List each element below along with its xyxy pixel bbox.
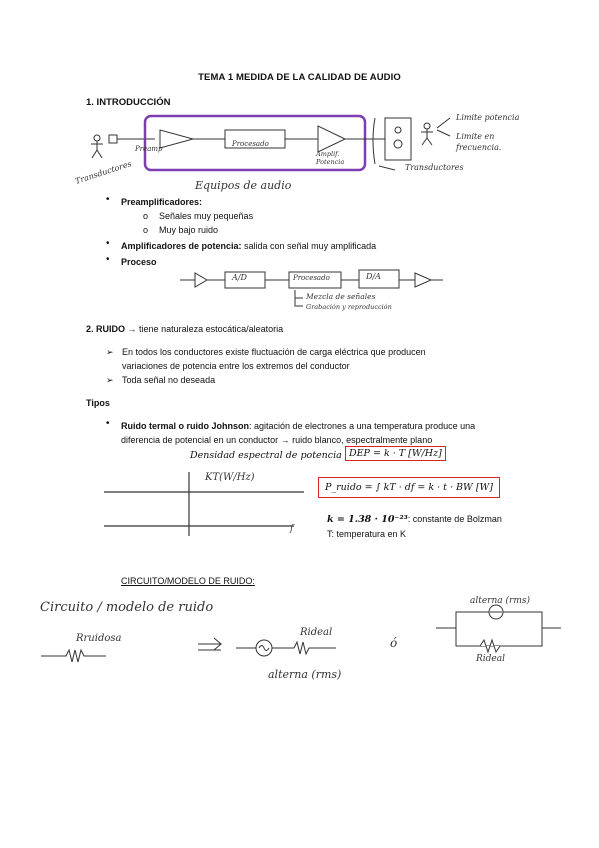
noise-heading-label: 2. RUIDO — [86, 324, 126, 334]
arrow-bullet-icon: ➢ — [106, 375, 114, 385]
bullet-dot: • — [106, 238, 110, 249]
preamp-label: Preamp — [135, 145, 163, 153]
noise-power-formula-box: P_ruido = ∫ kT · df = k · t · BW [W] — [318, 477, 500, 498]
transducers-right-label: Transductores — [405, 163, 464, 172]
k-text: : constante de Bolzman — [407, 514, 502, 524]
ideal-resistor-label: Rideal — [300, 627, 333, 638]
amp-label: Amplif. Potencia — [316, 150, 345, 166]
bullet-dot: • — [106, 194, 110, 205]
temperature-text: T: temperatura en K — [327, 529, 407, 539]
bullet-dot: • — [106, 418, 110, 429]
process-label: Procesado — [232, 140, 269, 148]
bullet-dot: • — [106, 254, 110, 265]
sub-bullet-marker: o — [143, 211, 149, 221]
bullet-process: Proceso — [121, 257, 157, 267]
process-label-2: Procesado — [293, 274, 330, 282]
bullet-preamps-label: Preamplificadores: — [121, 197, 203, 207]
thermal-noise-description: : agitación de electrones a una temperatura produce una diferencia de potencial en un conductor → ruido blanco, espectralmente plano — [121, 421, 476, 445]
types-heading: Tipos — [86, 398, 110, 408]
transducers-left-label: Transductores — [74, 159, 133, 186]
thermal-noise-label: Ruido termal o ruido Johnson — [121, 421, 249, 431]
bullet-amplifiers-label: Amplificadores de potencia: — [121, 241, 242, 251]
dep-prefix: Densidad espectral de potencia — [190, 450, 342, 461]
noise-heading-text: tiene naturaleza estocática/aleatoria — [139, 324, 284, 334]
sub-bullet-small-signals: Señales muy pequeñas — [159, 211, 254, 221]
circuit-heading: CIRCUITO/MODELO DE RUIDO: — [121, 576, 255, 586]
arrow-item-unwanted: Toda señal no deseada — [122, 375, 216, 385]
ideal-resistor-label-2: Rideal — [476, 654, 505, 664]
frequency-limit-note: Limite en frecuencia. — [456, 132, 502, 152]
mix-note: Mezcla de señales — [306, 292, 376, 301]
boltzmann-constant — [327, 512, 502, 527]
bullet-amplifiers-text: salida con señal muy amplificada — [241, 241, 377, 251]
recording-note: Grabación y reproducción — [306, 303, 392, 311]
sub-bullet-low-noise: Muy bajo ruido — [159, 225, 219, 235]
arrow-icon: → — [127, 324, 137, 334]
bullet-amplifiers — [121, 239, 376, 253]
audio-equipment-label: Equipos de audio — [195, 179, 292, 192]
graph-axis-label: f — [290, 524, 294, 534]
page-title: TEMA 1 MEDIDA DE LA CALIDAD DE AUDIO — [198, 72, 401, 83]
noise-psd-graph — [94, 468, 314, 540]
arrow-bullet-icon: ➢ — [106, 347, 114, 357]
or-label: ó — [390, 636, 398, 650]
circuit-hand-title: Circuito / modelo de ruido — [40, 600, 214, 615]
ac-source-label: alterna (rms) — [268, 668, 342, 681]
section-heading-intro: 1. INTRODUCCIÓN — [86, 97, 171, 108]
da-label: D/A — [366, 272, 381, 281]
graph-label: KT(W/Hz) — [205, 472, 255, 483]
sub-bullet-marker: o — [143, 225, 149, 235]
power-limit-note: Limite potencia — [456, 113, 520, 122]
arrow-item-fluctuation: En todos los conductores existe fluctuación de carga eléctrica que producen variaciones de potencia entre los extremos del conductor — [122, 347, 426, 371]
noisy-resistor-label: Rruidosa — [76, 633, 122, 644]
k-value: k = 1.38 · 10⁻²³ — [327, 514, 408, 525]
thermal-noise-text — [121, 419, 506, 447]
ad-label: A/D — [232, 273, 247, 282]
dep-formula-box: DEP = k · T [W/Hz] — [345, 446, 446, 461]
section-heading-noise — [86, 322, 283, 336]
bullet-preamps — [121, 195, 202, 209]
ac-source-label-2: alterna (rms) — [470, 596, 530, 606]
